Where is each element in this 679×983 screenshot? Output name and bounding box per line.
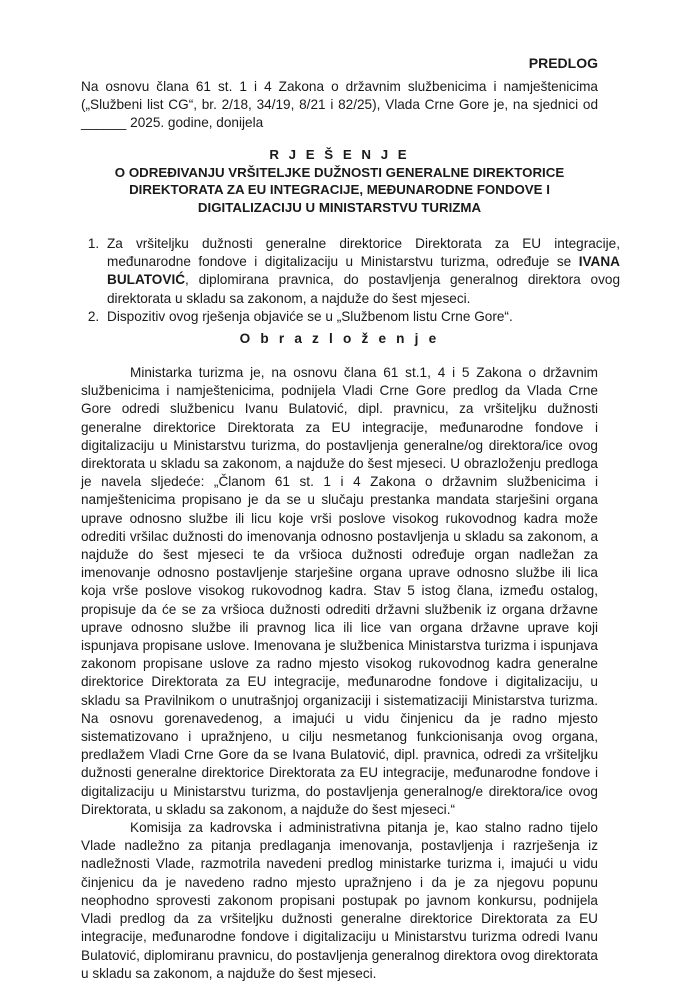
appointee-name: IVANA BULATOVIĆ <box>107 254 620 288</box>
decision-item-text: , diplomirana pravnica, do postavljenja generalnog direktora ovog direktorata u skladu sa zakonom, a najduže do šest mjeseci. <box>107 272 620 306</box>
decision-title-line-2: DIREKTORATA ZA EU INTEGRACIJE, MEĐUNARODNE FONDOVE I <box>129 182 550 197</box>
decision-items-list <box>81 235 620 326</box>
reasoning-heading: O b r a z l o ž e n j e <box>239 331 440 346</box>
reasoning-paragraph: Komisija za kadrovska i administrativna pitanja je, kao stalno radno tijelo Vlade nadležno za pitanja predlaganja imenovanja, postavljenja i razrješenja iz nadležnosti Vlade, razmotrila navedeni predlog ministarke turizma i, imajući u vidu činjenicu da je navedeno radno mjesto upražnjeno i da je za njegovu popunu neophodno sprovesti zakonom propisani postupak po javnom konkursu, podnijela Vladi predlog da za vršiteljku dužnosti generalne direktorice Direktorata za EU integracije, međunarodne fondove i digitalizaciju u Ministarstvu turizma odredi Ivanu Bulatović, diplomiranu pravnicu, do postavljenja generalnog direktora ovog direktorata u skladu sa zakonom, a najduže do šest mjeseci. <box>81 820 598 981</box>
decision-title-line-1: O ODREĐIVANJU VRŠITELJKE DUŽNOSTI GENERALNE DIREKTORICE <box>114 164 565 180</box>
decision-item <box>103 235 620 308</box>
reasoning-body <box>81 364 598 983</box>
reasoning-paragraph: Ministarka turizma je, na osnovu člana 61 st.1, 4 i 5 Zakona o državnim službenicima i namještenicima, podnijela Vladi Crne Gore predlog da Vlada Crne Gore odredi službenicu Ivanu Bulatović, dipl. pravnicu, za vršiteljku dužnosti generalne direktorice Direktorata za EU integracije, međunarodne fondove i digitalizaciju u Ministarstvu turizma, do postavljenja generalne/og direktora/ice ovog direktorata u skladu sa zakonom, a najduže do šest mjeseci. U obrazloženju predloga je navela sljedeće: „Članom 61 st. 1 i 4 Zakona o državnim službenicima i namještenicima propisano je da se u slučaju prestanka mandata starješini organa uprave odnosno službe ili licu koje vrši poslove visokog rukovodnog kadra može odrediti vršilac dužnosti do imenovanja odnosno postavljenja u skladu sa zakonom, a najduže do šest mjeseci te da vršioca dužnosti određuje organ nadležan za imenovanje odnosno postavljenje starješine organa uprave odnosno službe ili lica koja vrše poslove visokog rukovodnog kadra. Stav 5 istog člana, između ostalog, propisuje da će se za vršioca dužnosti odrediti državni službenik iz organa državne uprave odnosno službe ili pravnog lica ili lice van organa državne uprave koji ispunjava propisane uslove. Imenovana je službenica Ministarstva turizma i ispunjava zakonom propisane uslove za radno mjesto visokog rukovodnog kadra generalne direktorice Direktorata za EU integracije, međunarodne fondove i digitalizaciju, u skladu sa Pravilnikom o unutrašnjoj organizaciji i sistematizaciji Ministarstva turizma. Na osnovu gorenavedenog, a imajući u vidu činjenicu da je radno mjesto sistematizovano i upražnjeno, u cilju nesmetanog funkcionisanja ovog organa, predlažem Vladi Crne Gore da se Ivana Bulatović, dipl. pravnica, odredi za vršiteljku dužnosti generalne direktorice Direktorata za EU integracije, međunarodne fondove i digitalizaciju u Ministarstvu turizma, do postavljenja generalnog/e direktora/ice ovog Direktorata, u skladu sa zakonom, a najduže do šest mjeseci.“ <box>81 365 598 817</box>
decision-item-text: Za vršiteljku dužnosti generalne direktorice Direktorata za EU integracije, međunarodne fondove i digitalizaciju u Ministarstvu turizma, određuje se <box>107 236 620 270</box>
legal-basis-intro: Na osnovu člana 61 st. 1 i 4 Zakona o državnim službenicima i namještenicima („Službeni list CG“, br. 2/18, 34/19, 8/21 i 82/25), Vlada Crne Gore je, na sjednici od ______ 2025. godine, donijela <box>81 79 598 131</box>
decision-item <box>103 308 620 326</box>
decision-heading: R J E Š E N J E <box>269 147 410 162</box>
proposal-label: PREDLOG <box>528 55 598 71</box>
decision-title-block <box>81 146 598 216</box>
decision-item-text: Dispozitiv ovog rješenja objaviće se u „Službenom listu Crne Gore“. <box>107 308 513 324</box>
decision-title-line-3: DIGITALIZACIJU U MINISTARSTVU TURIZMA <box>197 199 482 215</box>
